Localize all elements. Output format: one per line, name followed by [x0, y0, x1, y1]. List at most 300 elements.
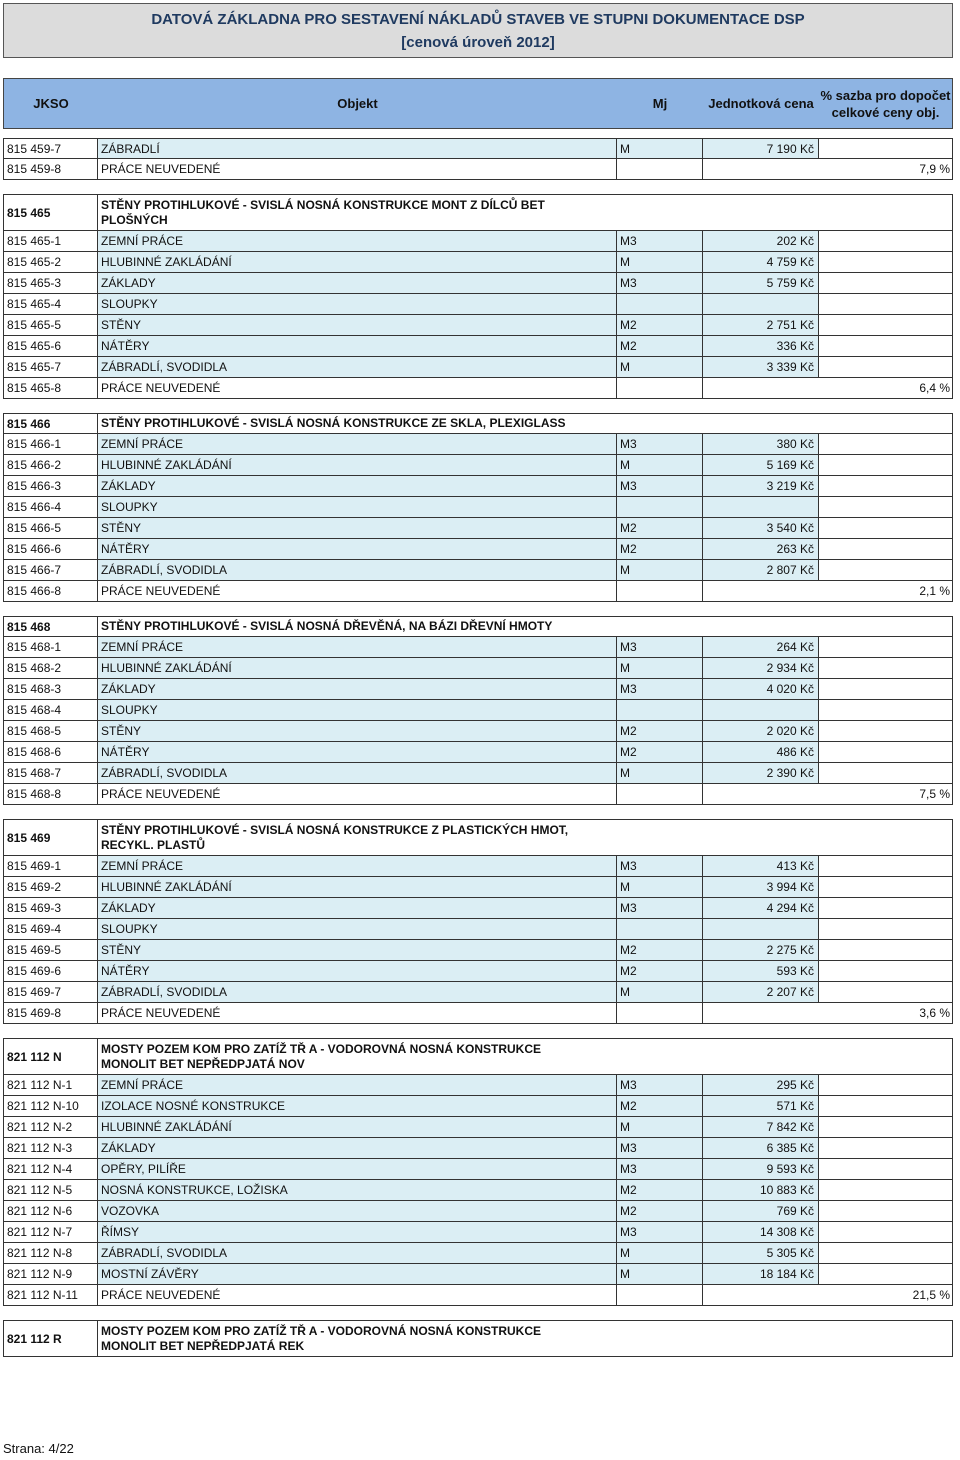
row-code: 815 469-8: [4, 1003, 98, 1023]
table-row: [3, 1096, 953, 1117]
row-unit: M3: [617, 898, 703, 918]
row-price: [703, 784, 819, 804]
table-row: [3, 1222, 953, 1243]
row-price: 4 020 Kč: [703, 679, 819, 699]
table-row: [3, 1117, 953, 1138]
header-pct-line1: % sazba pro dopočet: [820, 87, 951, 103]
table-row: [3, 1243, 953, 1264]
row-unit: M3: [617, 273, 703, 293]
row-unit: M: [617, 455, 703, 475]
table-row: [3, 378, 953, 399]
row-price: 2 390 Kč: [703, 763, 819, 783]
row-pct: [819, 560, 952, 580]
row-code: 815 468-2: [4, 658, 98, 678]
row-name: ZÁBRADLÍ, SVODIDLA: [98, 560, 617, 580]
row-code: 821 112 N-7: [4, 1222, 98, 1242]
row-name: ZEMNÍ PRÁCE: [98, 434, 617, 454]
row-price: 18 184 Kč: [703, 1264, 819, 1284]
row-pct: [819, 742, 952, 762]
row-pct: [819, 539, 952, 559]
row-name: STĚNY: [98, 940, 617, 960]
row-code: 815 469-7: [4, 982, 98, 1002]
table-row: [3, 455, 953, 476]
row-name: ZÁKLADY: [98, 679, 617, 699]
row-price: 380 Kč: [703, 434, 819, 454]
row-unit: M2: [617, 742, 703, 762]
row-price: 3 219 Kč: [703, 476, 819, 496]
row-unit: M3: [617, 231, 703, 251]
row-name: ZEMNÍ PRÁCE: [98, 1075, 617, 1095]
group-name-line1: MOSTY POZEM KOM PRO ZATÍŽ TŘ A - VODOROVNÁ NOSNÁ KONSTRUKCE: [101, 1041, 542, 1056]
row-price: 5 305 Kč: [703, 1243, 819, 1263]
row-code: 821 112 N-6: [4, 1201, 98, 1221]
row-code: 815 466-7: [4, 560, 98, 580]
row-price: 336 Kč: [703, 336, 819, 356]
row-name: IZOLACE NOSNÉ KONSTRUKCE: [98, 1096, 617, 1116]
table-row: [3, 721, 953, 742]
row-price: 571 Kč: [703, 1096, 819, 1116]
group-name: [98, 414, 948, 433]
table-row: [3, 658, 953, 679]
row-pct: [819, 476, 952, 496]
row-pct: [819, 1201, 952, 1221]
row-price: 2 020 Kč: [703, 721, 819, 741]
row-code: 815 465-1: [4, 231, 98, 251]
group-name-line1: STĚNY PROTIHLUKOVÉ - SVISLÁ NOSNÁ DŘEVĚNÁ, NA BÁZI DŘEVNÍ HMOTY: [101, 619, 553, 633]
row-name: PRÁCE NEUVEDENÉ: [98, 1003, 617, 1023]
table-row: [3, 252, 953, 273]
group-code: 815 465: [4, 195, 98, 230]
row-pct: [819, 700, 952, 720]
row-unit: M3: [617, 476, 703, 496]
group-header-row: [3, 1038, 953, 1075]
row-unit: [617, 294, 703, 314]
header-cena: Jednotková cena: [708, 96, 814, 111]
row-name: STĚNY: [98, 721, 617, 741]
row-name: ZÁBRADLÍ, SVODIDLA: [98, 763, 617, 783]
row-name: SLOUPKY: [98, 919, 617, 939]
row-unit: M: [617, 139, 703, 158]
table-row: [3, 159, 953, 180]
row-code: 815 466-2: [4, 455, 98, 475]
row-unit: M: [617, 560, 703, 580]
row-unit: M: [617, 1117, 703, 1137]
row-price: 9 593 Kč: [703, 1159, 819, 1179]
row-pct: [819, 721, 952, 741]
row-unit: M3: [617, 679, 703, 699]
row-code: 815 469-5: [4, 940, 98, 960]
title-line-2: [cenová úroveň 2012]: [401, 34, 555, 51]
row-code: 815 465-7: [4, 357, 98, 377]
row-code: 815 469-2: [4, 877, 98, 897]
row-unit: [617, 784, 703, 804]
row-price: 2 751 Kč: [703, 315, 819, 335]
document-title: [3, 3, 953, 58]
row-name: PRÁCE NEUVEDENÉ: [98, 581, 617, 601]
title-line-1: DATOVÁ ZÁKLADNA PRO SESTAVENÍ NÁKLADŮ STAVEB VE STUPNI DOKUMENTACE DSP: [151, 11, 805, 28]
row-unit: M3: [617, 434, 703, 454]
row-name: STĚNY: [98, 518, 617, 538]
table-row: [3, 315, 953, 336]
table-row: [3, 856, 953, 877]
row-code: 821 112 N-11: [4, 1285, 98, 1305]
row-price: [703, 1285, 819, 1305]
row-pct: [819, 856, 952, 876]
header-pct: [819, 79, 954, 128]
row-price: 4 294 Kč: [703, 898, 819, 918]
row-pct: [819, 518, 952, 538]
row-unit: M2: [617, 336, 703, 356]
table-row: [3, 1201, 953, 1222]
row-pct: [819, 455, 952, 475]
group-header-row: [3, 413, 953, 434]
row-code: 815 465-6: [4, 336, 98, 356]
row-code: 821 112 N-2: [4, 1117, 98, 1137]
row-unit: M3: [617, 1159, 703, 1179]
row-code: 821 112 N-4: [4, 1159, 98, 1179]
row-price: 202 Kč: [703, 231, 819, 251]
group-code: 821 112 R: [4, 1321, 98, 1356]
row-unit: M2: [617, 1096, 703, 1116]
row-name: NÁTĚRY: [98, 961, 617, 981]
row-code: 815 469-6: [4, 961, 98, 981]
row-pct: [819, 1264, 952, 1284]
row-pct: [819, 1138, 952, 1158]
row-name: ZEMNÍ PRÁCE: [98, 637, 617, 657]
row-code: 815 459-8: [4, 159, 98, 179]
row-pct: [819, 763, 952, 783]
row-pct: [819, 273, 952, 293]
row-pct: [819, 658, 952, 678]
row-pct: [819, 497, 952, 517]
row-price: 2 807 Kč: [703, 560, 819, 580]
row-pct: [819, 637, 952, 657]
table-row: [3, 742, 953, 763]
row-price: 10 883 Kč: [703, 1180, 819, 1200]
row-pct: [819, 898, 952, 918]
row-name: ZÁKLADY: [98, 273, 617, 293]
row-pct: [819, 315, 952, 335]
row-unit: M2: [617, 961, 703, 981]
row-code: 815 466-5: [4, 518, 98, 538]
row-price: 7 842 Kč: [703, 1117, 819, 1137]
row-unit: [617, 1285, 703, 1305]
row-unit: M3: [617, 1222, 703, 1242]
header-objekt: Objekt: [337, 96, 378, 111]
header-jkso: JKSO: [33, 96, 69, 111]
group-name-line1: STĚNY PROTIHLUKOVÉ - SVISLÁ NOSNÁ KONSTRUKCE MONT Z DÍLCŮ BET: [101, 197, 545, 212]
row-pct: [819, 231, 952, 251]
row-price: 14 308 Kč: [703, 1222, 819, 1242]
row-code: 815 468-4: [4, 700, 98, 720]
row-unit: M2: [617, 1180, 703, 1200]
row-code: 815 469-4: [4, 919, 98, 939]
row-unit: M: [617, 982, 703, 1002]
row-price: [703, 497, 819, 517]
table-row: [3, 560, 953, 581]
row-code: 815 466-3: [4, 476, 98, 496]
row-pct: [819, 139, 952, 158]
row-price: 7 190 Kč: [703, 139, 819, 158]
row-code: 815 465-5: [4, 315, 98, 335]
row-price: [703, 159, 819, 179]
row-pct: [819, 1096, 952, 1116]
row-name: PRÁCE NEUVEDENÉ: [98, 784, 617, 804]
row-unit: [617, 159, 703, 179]
row-pct: 7,5 %: [919, 787, 950, 801]
group-header-row: [3, 1320, 953, 1357]
row-unit: M: [617, 658, 703, 678]
table-row: [3, 763, 953, 784]
table-row: [3, 877, 953, 898]
row-code: 815 466-4: [4, 497, 98, 517]
table-row: [3, 1159, 953, 1180]
row-name: PRÁCE NEUVEDENÉ: [98, 1285, 617, 1305]
row-name: NÁTĚRY: [98, 336, 617, 356]
table-row: [3, 336, 953, 357]
table-row: [3, 784, 953, 805]
table-row: [3, 637, 953, 658]
row-unit: M2: [617, 721, 703, 741]
row-code: 815 459-7: [4, 139, 98, 158]
table-row: [3, 898, 953, 919]
row-pct: [819, 877, 952, 897]
group-code: 821 112 N: [4, 1039, 98, 1074]
table-row: [3, 518, 953, 539]
row-name: ZÁKLADY: [98, 1138, 617, 1158]
table-row: [3, 1264, 953, 1285]
row-name: NÁTĚRY: [98, 742, 617, 762]
row-code: 815 466-8: [4, 581, 98, 601]
row-price: 264 Kč: [703, 637, 819, 657]
row-unit: [617, 378, 703, 398]
row-code: 821 112 N-1: [4, 1075, 98, 1095]
table-row: [3, 476, 953, 497]
table-row: [3, 138, 953, 159]
row-price: 2 934 Kč: [703, 658, 819, 678]
table-row: [3, 700, 953, 721]
table-header: [3, 78, 953, 129]
row-code: 815 465-3: [4, 273, 98, 293]
row-price: 6 385 Kč: [703, 1138, 819, 1158]
row-name: VOZOVKA: [98, 1201, 617, 1221]
row-pct: 3,6 %: [919, 1006, 950, 1020]
table-row: [3, 1180, 953, 1201]
row-price: [703, 378, 819, 398]
row-pct: [819, 679, 952, 699]
group-name: [98, 617, 948, 636]
row-unit: M3: [617, 1075, 703, 1095]
row-price: 3 339 Kč: [703, 357, 819, 377]
row-pct: 6,4 %: [919, 381, 950, 395]
row-price: [703, 294, 819, 314]
row-pct: [819, 1159, 952, 1179]
group-header-row: [3, 194, 953, 231]
row-unit: M: [617, 1264, 703, 1284]
row-price: 3 994 Kč: [703, 877, 819, 897]
row-code: 815 468-5: [4, 721, 98, 741]
row-name: HLUBINNÉ ZAKLÁDÁNÍ: [98, 252, 617, 272]
row-name: NOSNÁ KONSTRUKCE, LOŽISKA: [98, 1180, 617, 1200]
group-name-line1: STĚNY PROTIHLUKOVÉ - SVISLÁ NOSNÁ KONSTRUKCE ZE SKLA, PLEXIGLASS: [101, 416, 566, 430]
group-code: 815 466: [4, 414, 98, 433]
row-code: 815 465-4: [4, 294, 98, 314]
row-code: 815 468-8: [4, 784, 98, 804]
row-code: 815 465-2: [4, 252, 98, 272]
row-pct: [819, 336, 952, 356]
row-name: ŘÍMSY: [98, 1222, 617, 1242]
row-name: ZÁBRADLÍ: [98, 139, 617, 158]
row-name: SLOUPKY: [98, 497, 617, 517]
table-row: [3, 581, 953, 602]
group-name: [98, 1039, 948, 1074]
group-name: [98, 195, 948, 230]
row-name: SLOUPKY: [98, 294, 617, 314]
row-name: ZÁBRADLÍ, SVODIDLA: [98, 982, 617, 1002]
row-name: ZEMNÍ PRÁCE: [98, 231, 617, 251]
group-header-row: [3, 819, 953, 856]
row-name: MOSTNÍ ZÁVĚRY: [98, 1264, 617, 1284]
row-unit: [617, 581, 703, 601]
row-price: [703, 1003, 819, 1023]
row-price: [703, 700, 819, 720]
row-price: 263 Kč: [703, 539, 819, 559]
row-unit: [617, 497, 703, 517]
row-name: OPĚRY, PILÍŘE: [98, 1159, 617, 1179]
row-pct: [819, 919, 952, 939]
row-unit: M: [617, 877, 703, 897]
row-code: 815 468-7: [4, 763, 98, 783]
row-name: ZÁKLADY: [98, 476, 617, 496]
row-price: 486 Kč: [703, 742, 819, 762]
table-row: [3, 273, 953, 294]
row-price: 3 540 Kč: [703, 518, 819, 538]
table-row: [3, 919, 953, 940]
row-unit: M2: [617, 1201, 703, 1221]
row-pct: [819, 961, 952, 981]
row-pct: [819, 357, 952, 377]
row-price: 593 Kč: [703, 961, 819, 981]
row-code: 821 112 N-10: [4, 1096, 98, 1116]
row-code: 821 112 N-9: [4, 1264, 98, 1284]
row-name: STĚNY: [98, 315, 617, 335]
row-pct: 7,9 %: [919, 162, 950, 176]
row-pct: [819, 294, 952, 314]
row-price: [703, 919, 819, 939]
table-row: [3, 231, 953, 252]
row-name: HLUBINNÉ ZAKLÁDÁNÍ: [98, 658, 617, 678]
row-price: [703, 581, 819, 601]
row-code: 815 468-3: [4, 679, 98, 699]
row-code: 815 468-1: [4, 637, 98, 657]
row-unit: [617, 1003, 703, 1023]
row-name: ZÁBRADLÍ, SVODIDLA: [98, 357, 617, 377]
row-name: PRÁCE NEUVEDENÉ: [98, 159, 617, 179]
header-pct-line2: celkové ceny obj.: [831, 104, 940, 120]
row-unit: M: [617, 252, 703, 272]
header-mj: Mj: [652, 96, 668, 111]
row-code: 815 466-1: [4, 434, 98, 454]
row-name: HLUBINNÉ ZAKLÁDÁNÍ: [98, 877, 617, 897]
row-pct: [819, 1117, 952, 1137]
table-row: [3, 357, 953, 378]
group-name: [98, 820, 948, 855]
table-row: [3, 294, 953, 315]
row-name: HLUBINNÉ ZAKLÁDÁNÍ: [98, 455, 617, 475]
row-pct: 21,5 %: [912, 1288, 950, 1302]
row-price: 413 Kč: [703, 856, 819, 876]
row-code: 821 112 N-8: [4, 1243, 98, 1263]
row-unit: M2: [617, 518, 703, 538]
row-code: 815 469-3: [4, 898, 98, 918]
table-row: [3, 1285, 953, 1306]
row-code: 815 468-6: [4, 742, 98, 762]
row-code: 815 469-1: [4, 856, 98, 876]
group-name-line2: MONOLIT BET NEPŘEDPJATÁ REK: [101, 1338, 305, 1353]
group-name-line2: RECYKL. PLASTŮ: [101, 837, 206, 852]
row-pct: [819, 434, 952, 454]
table-row: [3, 1075, 953, 1096]
row-unit: M: [617, 763, 703, 783]
row-price: 295 Kč: [703, 1075, 819, 1095]
table-row: [3, 982, 953, 1003]
row-code: 821 112 N-3: [4, 1138, 98, 1158]
table-row: [3, 434, 953, 455]
table-row: [3, 539, 953, 560]
row-price: 2 207 Kč: [703, 982, 819, 1002]
row-code: 821 112 N-5: [4, 1180, 98, 1200]
group-name-line1: MOSTY POZEM KOM PRO ZATÍŽ TŘ A - VODOROVNÁ NOSNÁ KONSTRUKCE: [101, 1323, 542, 1338]
table-row: [3, 1138, 953, 1159]
table-row: [3, 497, 953, 518]
row-name: PRÁCE NEUVEDENÉ: [98, 378, 617, 398]
row-unit: M2: [617, 940, 703, 960]
row-name: ZÁBRADLÍ, SVODIDLA: [98, 1243, 617, 1263]
row-unit: M: [617, 1243, 703, 1263]
row-unit: M: [617, 357, 703, 377]
group-name: [98, 1321, 948, 1356]
group-code: 815 469: [4, 820, 98, 855]
row-price: 4 759 Kč: [703, 252, 819, 272]
row-pct: [819, 1222, 952, 1242]
row-price: 2 275 Kč: [703, 940, 819, 960]
row-price: 5 169 Kč: [703, 455, 819, 475]
group-header-row: [3, 616, 953, 637]
row-name: ZÁKLADY: [98, 898, 617, 918]
row-unit: [617, 700, 703, 720]
row-pct: [819, 1075, 952, 1095]
table-row: [3, 679, 953, 700]
row-code: 815 465-8: [4, 378, 98, 398]
row-code: 815 466-6: [4, 539, 98, 559]
row-pct: [819, 982, 952, 1002]
page-number: Strana: 4/22: [3, 1441, 74, 1456]
row-pct: [819, 252, 952, 272]
group-name-line1: STĚNY PROTIHLUKOVÉ - SVISLÁ NOSNÁ KONSTRUKCE Z PLASTICKÝCH HMOT,: [101, 822, 569, 837]
group-name-line2: PLOŠNÝCH: [101, 212, 168, 227]
row-name: HLUBINNÉ ZAKLÁDÁNÍ: [98, 1117, 617, 1137]
row-name: ZEMNÍ PRÁCE: [98, 856, 617, 876]
row-name: NÁTĚRY: [98, 539, 617, 559]
row-price: 769 Kč: [703, 1201, 819, 1221]
row-unit: M3: [617, 856, 703, 876]
row-pct: [819, 940, 952, 960]
group-name-line2: MONOLIT BET NEPŘEDPJATÁ NOV: [101, 1056, 305, 1071]
row-unit: M3: [617, 1138, 703, 1158]
row-name: SLOUPKY: [98, 700, 617, 720]
table-row: [3, 961, 953, 982]
row-unit: M2: [617, 539, 703, 559]
